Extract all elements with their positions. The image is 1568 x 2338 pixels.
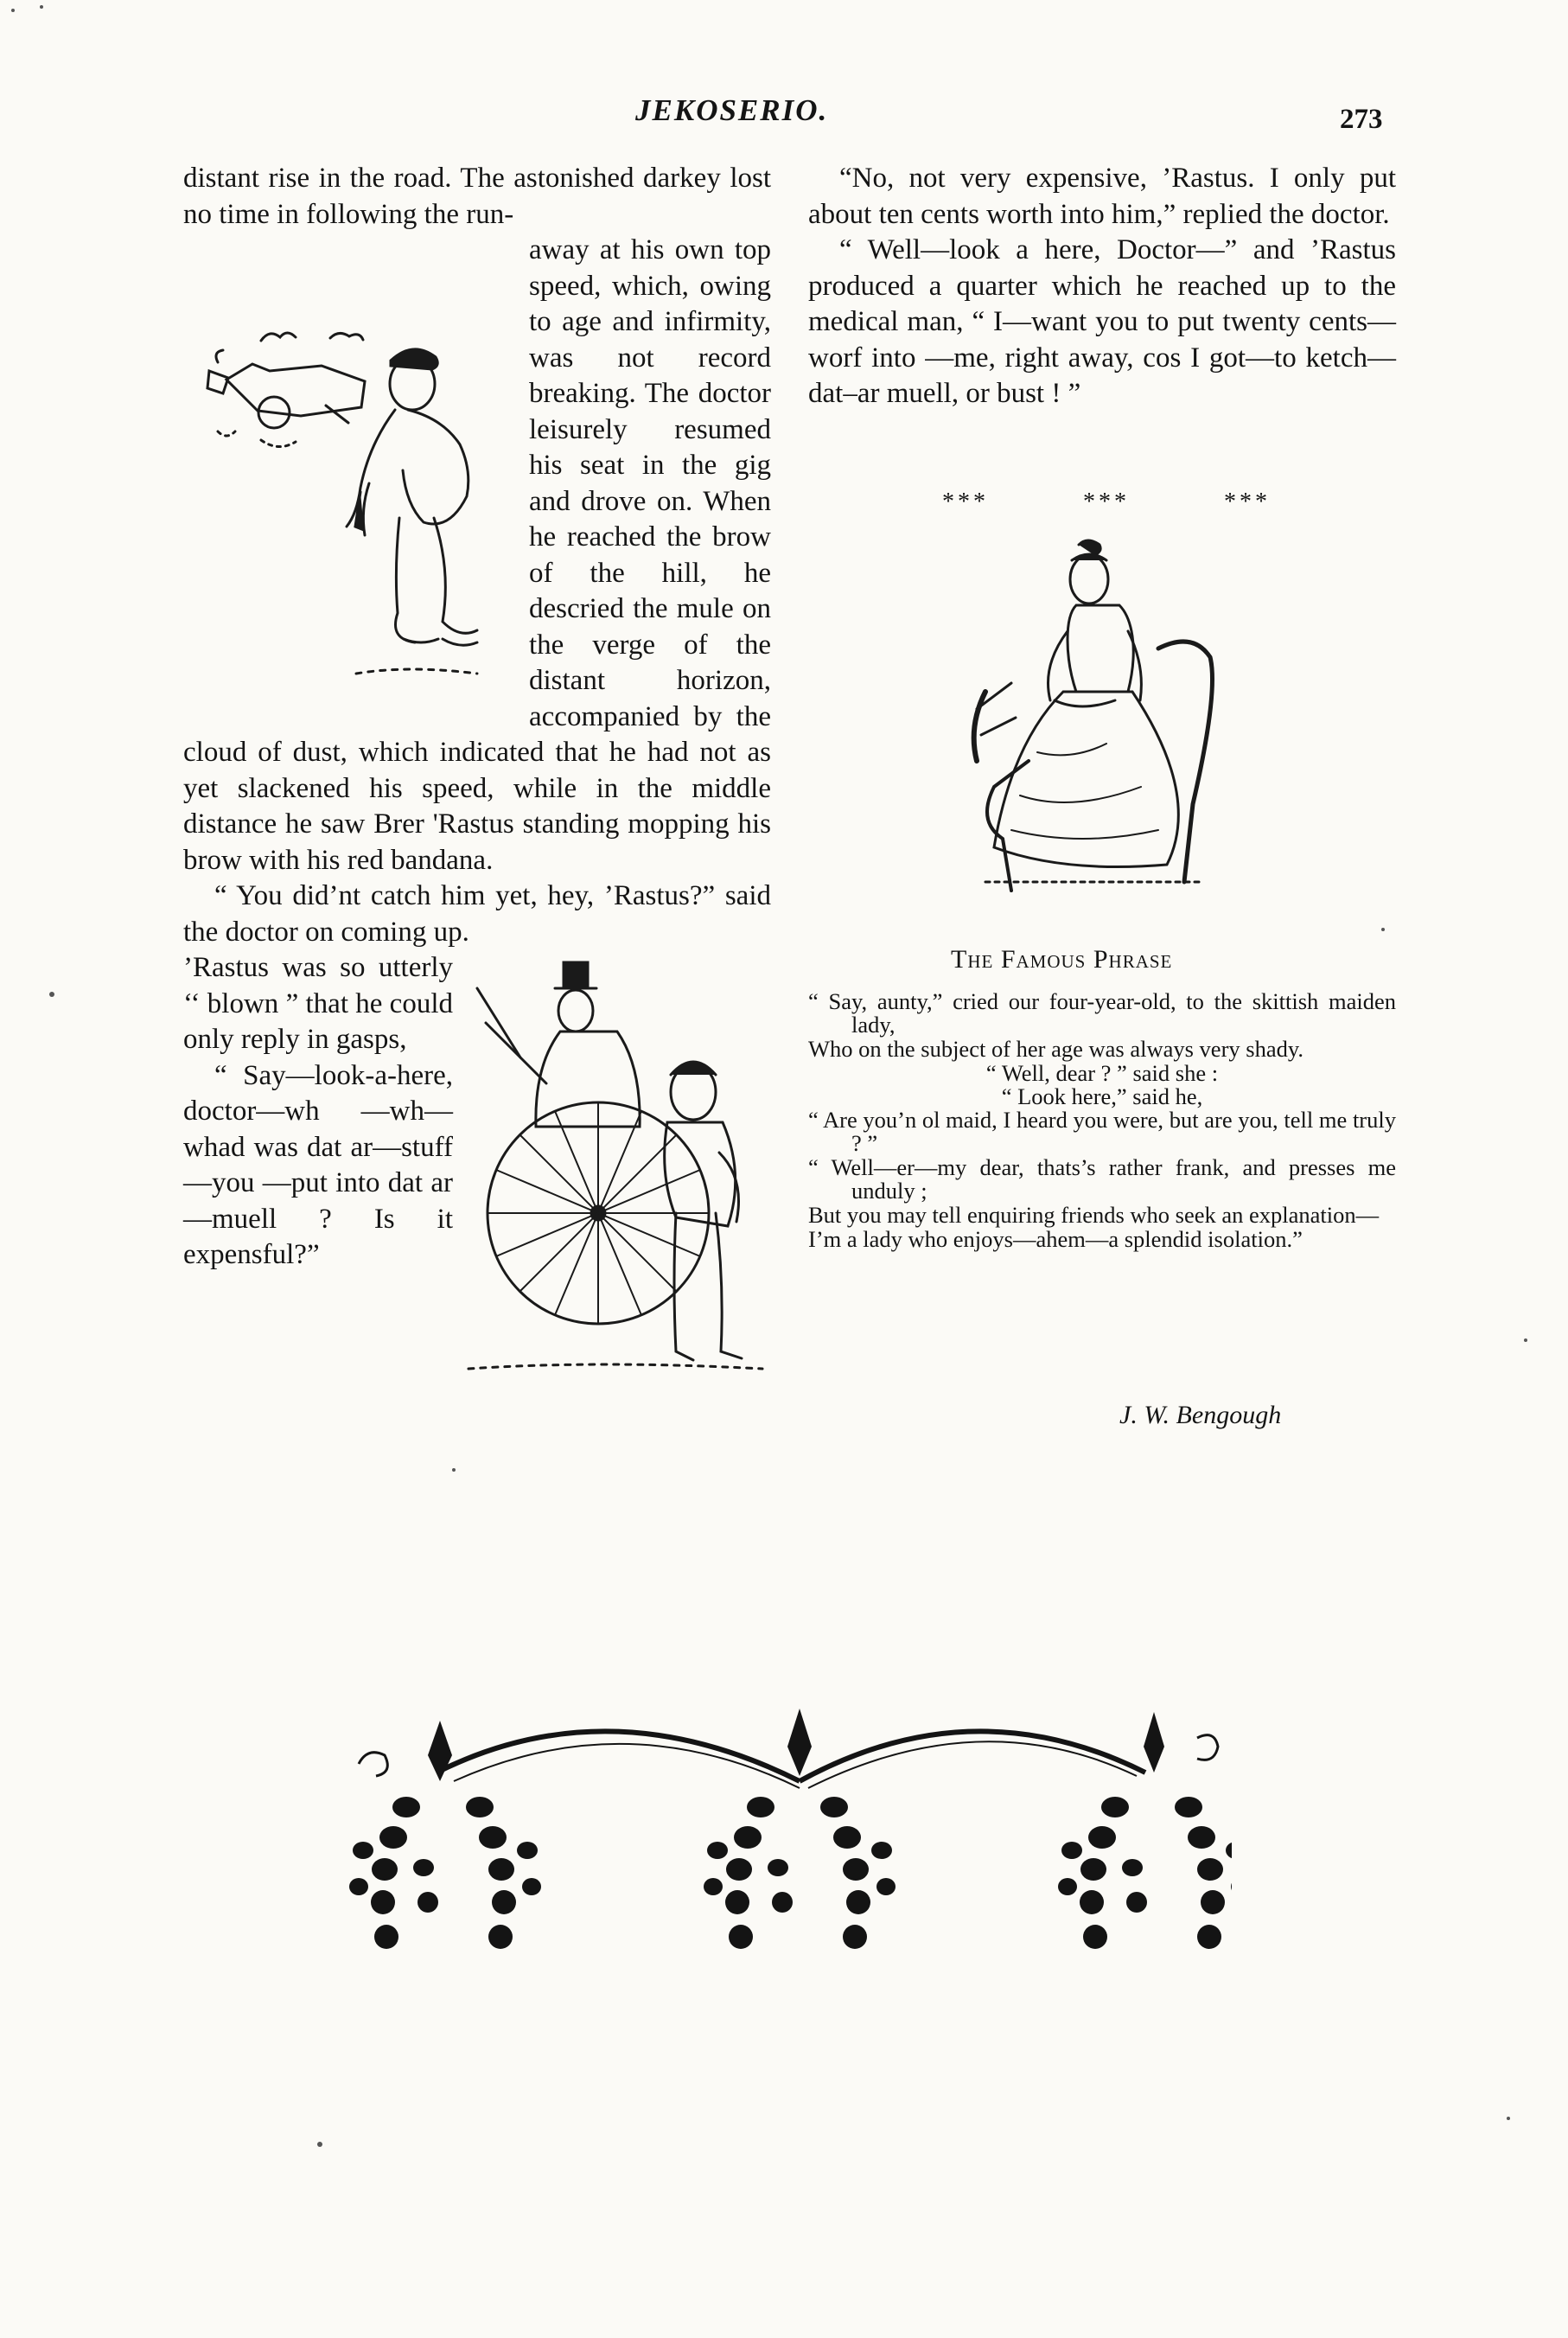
poem-line: “ Well—er—my dear, thats’s rather frank, and presses me unduly ; <box>808 1154 1396 1204</box>
section-break-stars <box>942 489 1271 516</box>
page-number: 273 <box>1340 104 1383 135</box>
poem-line: “ Well, dear ? ” said she : <box>985 1060 1219 1086</box>
paragraph: ’Rastus was so utterly ‘‘ blown ” that he could only reply in gasps, <box>183 952 453 1055</box>
poem-line: “ Look here,” said he, <box>1001 1083 1203 1109</box>
poem-line: But you may tell enquiring friends who seek an explanation— <box>808 1202 1380 1228</box>
floral-garland-ornament <box>341 1686 1232 1971</box>
asterism: *** <box>942 489 989 515</box>
doctor-gig-illustration-frame <box>460 954 771 1386</box>
paragraph: “ You did’nt catch him yet, hey, ’Rastus?” said the doctor on coming up. <box>183 880 771 948</box>
poem-title: The Famous Phrase <box>951 945 1173 974</box>
poem-line: I’m a lady who enjoys—ahem—a splendid isolation.” <box>808 1226 1303 1252</box>
doctor-gig-illustration <box>460 954 771 1386</box>
paragraph: “ Say—look-a-here, doctor—wh —wh—whad was dat ar—stuff—you —put into dat ar —muell ? Is it expensful?” <box>183 1059 453 1270</box>
paragraph: “No, not very expensive, ’Rastus. I only put about ten cents worth into him,” replied the doctor. <box>808 163 1396 230</box>
left-column <box>183 161 771 1386</box>
paragraph: “ Well—look a here, Doctor—” and ’Rastus produced a quarter which he reached up to the medical man, “ I—want you to put twenty cents—worf into —me, right away, cos I got—to ketch—dat–ar muell, or bust ! ” <box>808 234 1396 409</box>
asterism: *** <box>1083 489 1130 515</box>
poem-author: J. W. Bengough <box>1119 1401 1282 1429</box>
asterism: *** <box>1224 489 1271 515</box>
poem-line: “ Say, aunty,” cried our four-year-old, to the skittish maiden lady, <box>808 988 1396 1038</box>
paragraph: distant rise in the road. The astonished darkey lost no time in following the run- <box>183 163 771 230</box>
running-title: JEKOSERIO. <box>635 93 829 127</box>
poem <box>808 990 1396 1252</box>
seated-lady-illustration <box>959 536 1245 899</box>
mule-chase-illustration <box>183 233 522 699</box>
paragraph: away at his own top speed, which, owing to age and infirmity, was not record breaking. The doctor leisurely resumed his seat in the gig and drove on. When he reached the brow of the hill, he descried the mule on the verge of the distant horizon, accompanied by the cloud of dust, which indicated that he had not as yet slackened his speed, while in the middle distance he saw Brer 'Rastus standing mopping his brow with his red bandana. <box>183 234 771 876</box>
right-column <box>808 161 1396 412</box>
poem-line: “ Are you’n ol maid, I heard you were, but are you, tell me truly ? ” <box>808 1107 1396 1156</box>
poem-line: Who on the subject of her age was always very shady. <box>808 1036 1303 1062</box>
